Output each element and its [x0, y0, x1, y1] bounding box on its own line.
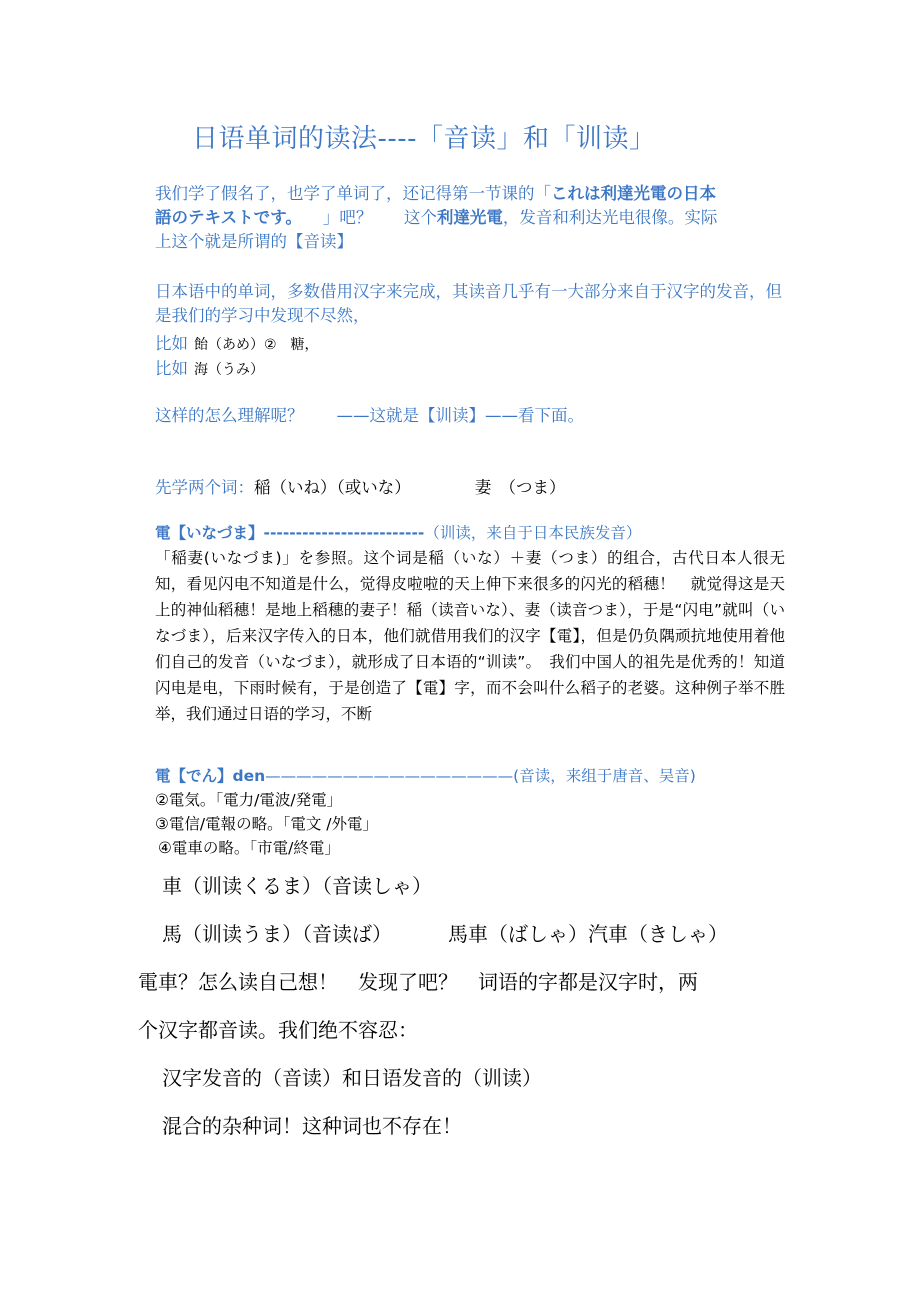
- den-heading-word: 電【でん】den: [155, 767, 266, 785]
- word-ine: 稲（いね）（或いな）: [254, 478, 411, 497]
- example-2-label: 比如: [155, 359, 188, 378]
- document-title: 日语单词的读法----「音读」和「训读」: [192, 124, 656, 154]
- kuruma-line: 車（训读くるま）（音读しゃ）: [162, 874, 432, 898]
- den-list-item-1: ②電気。「電力/電波/発電」: [155, 791, 343, 809]
- intro-keyword: 利達光電: [436, 208, 503, 227]
- densha-line-1: 電車？怎么读自己想！ 发现了吧？ 词语的字都是汉字时，两: [138, 970, 698, 994]
- example-1: [155, 330, 319, 354]
- intro-text-1: 我们学了假名了，也学了单词了，还记得第一节课的「: [155, 184, 551, 203]
- inazuma-paragraph: 「稲妻(いなづま)」を参照。这个词是稲（いな）＋妻（つま）的组合，古代日本人很无知，看见闪电不知道是什么，觉得皮啦啦的天上伸下来很多的闪光的稻穗！ 就觉得这是天上的神仙稻穗！是地上稻穗的妻子！稲（读音いな）、妻（读音つま），于是“闪电”就叫（いなづま），后来汉字传入的日本，他们就借用我们的汉字【電】，但是仍负隅顽抗地使用着他们自己的发音（いなづま），就形成了日本语的“训读”。 我们中国人的祖先是优秀的！知道闪电是电，下雨时候有，于是创造了【電】字，而不会叫什么稻子的老婆。这种例子举不胜举，我们通过日语的学习，不断: [155, 549, 785, 723]
- intro-example-sentence-1: これは利達光電の日本: [551, 184, 716, 203]
- closing-line-1: 汉字发音的（音读）和日语发音的（训读）: [162, 1066, 542, 1090]
- intro-text-4: ，发音和利达光电很像。实际: [502, 208, 718, 227]
- den-list-item-3: ④電車の略。「市電/終電」: [158, 839, 340, 857]
- den-list-item-2: ③電信/電報の略。「電文 /外電」: [155, 815, 379, 833]
- intro-example-sentence-2: 語のテキストです。: [155, 208, 302, 227]
- example-2-value: 海（うみ）: [194, 362, 264, 378]
- den-heading-line: ————————————————: [265, 767, 514, 785]
- question-line: 这样的怎么理解呢？ ——这就是【训读】——看下面。: [155, 406, 584, 425]
- inazuma-heading: [155, 521, 641, 543]
- example-2: [155, 355, 264, 379]
- closing-line-2: 混合的杂种词！这种词也不存在！: [162, 1114, 462, 1138]
- basha-kisha: 馬車（ばしゃ）汽車（きしゃ）: [448, 922, 728, 946]
- inazuma-heading-dashes: -------------------------: [263, 524, 425, 542]
- two-words-prefix: 先学两个词：: [155, 478, 254, 497]
- example-1-label: 比如: [155, 334, 188, 353]
- uma-reading: 馬（训读うま）（音读ば）: [162, 922, 392, 946]
- word-tsuma: 妻 （つま）: [474, 478, 566, 497]
- den-heading: [155, 764, 696, 786]
- den-heading-note: (音读，来组于唐音、吴音): [513, 767, 696, 785]
- inazuma-heading-word: 電【いなづま】: [155, 524, 264, 542]
- uma-line: [162, 918, 728, 947]
- intro-text-2: 」吧？: [322, 208, 373, 227]
- intro-paragraph: [155, 182, 795, 254]
- example-1-value: 飴（あめ）② 糖，: [194, 337, 319, 353]
- section-2-paragraph: 日本语中的单词，多数借用汉字来完成，其读音几乎有一大部分来自于汉字的发音，但是我们的学习中发现不尽然，: [155, 282, 782, 325]
- two-words-line: [155, 474, 566, 498]
- intro-text-3: 这个: [403, 208, 437, 227]
- densha-line-2: 个汉字都音读。我们绝不容忍：: [138, 1018, 418, 1042]
- intro-text-5: 上这个就是所谓的【音读】: [155, 232, 353, 251]
- inazuma-heading-note: （训读，来自于日本民族发音）: [424, 524, 642, 542]
